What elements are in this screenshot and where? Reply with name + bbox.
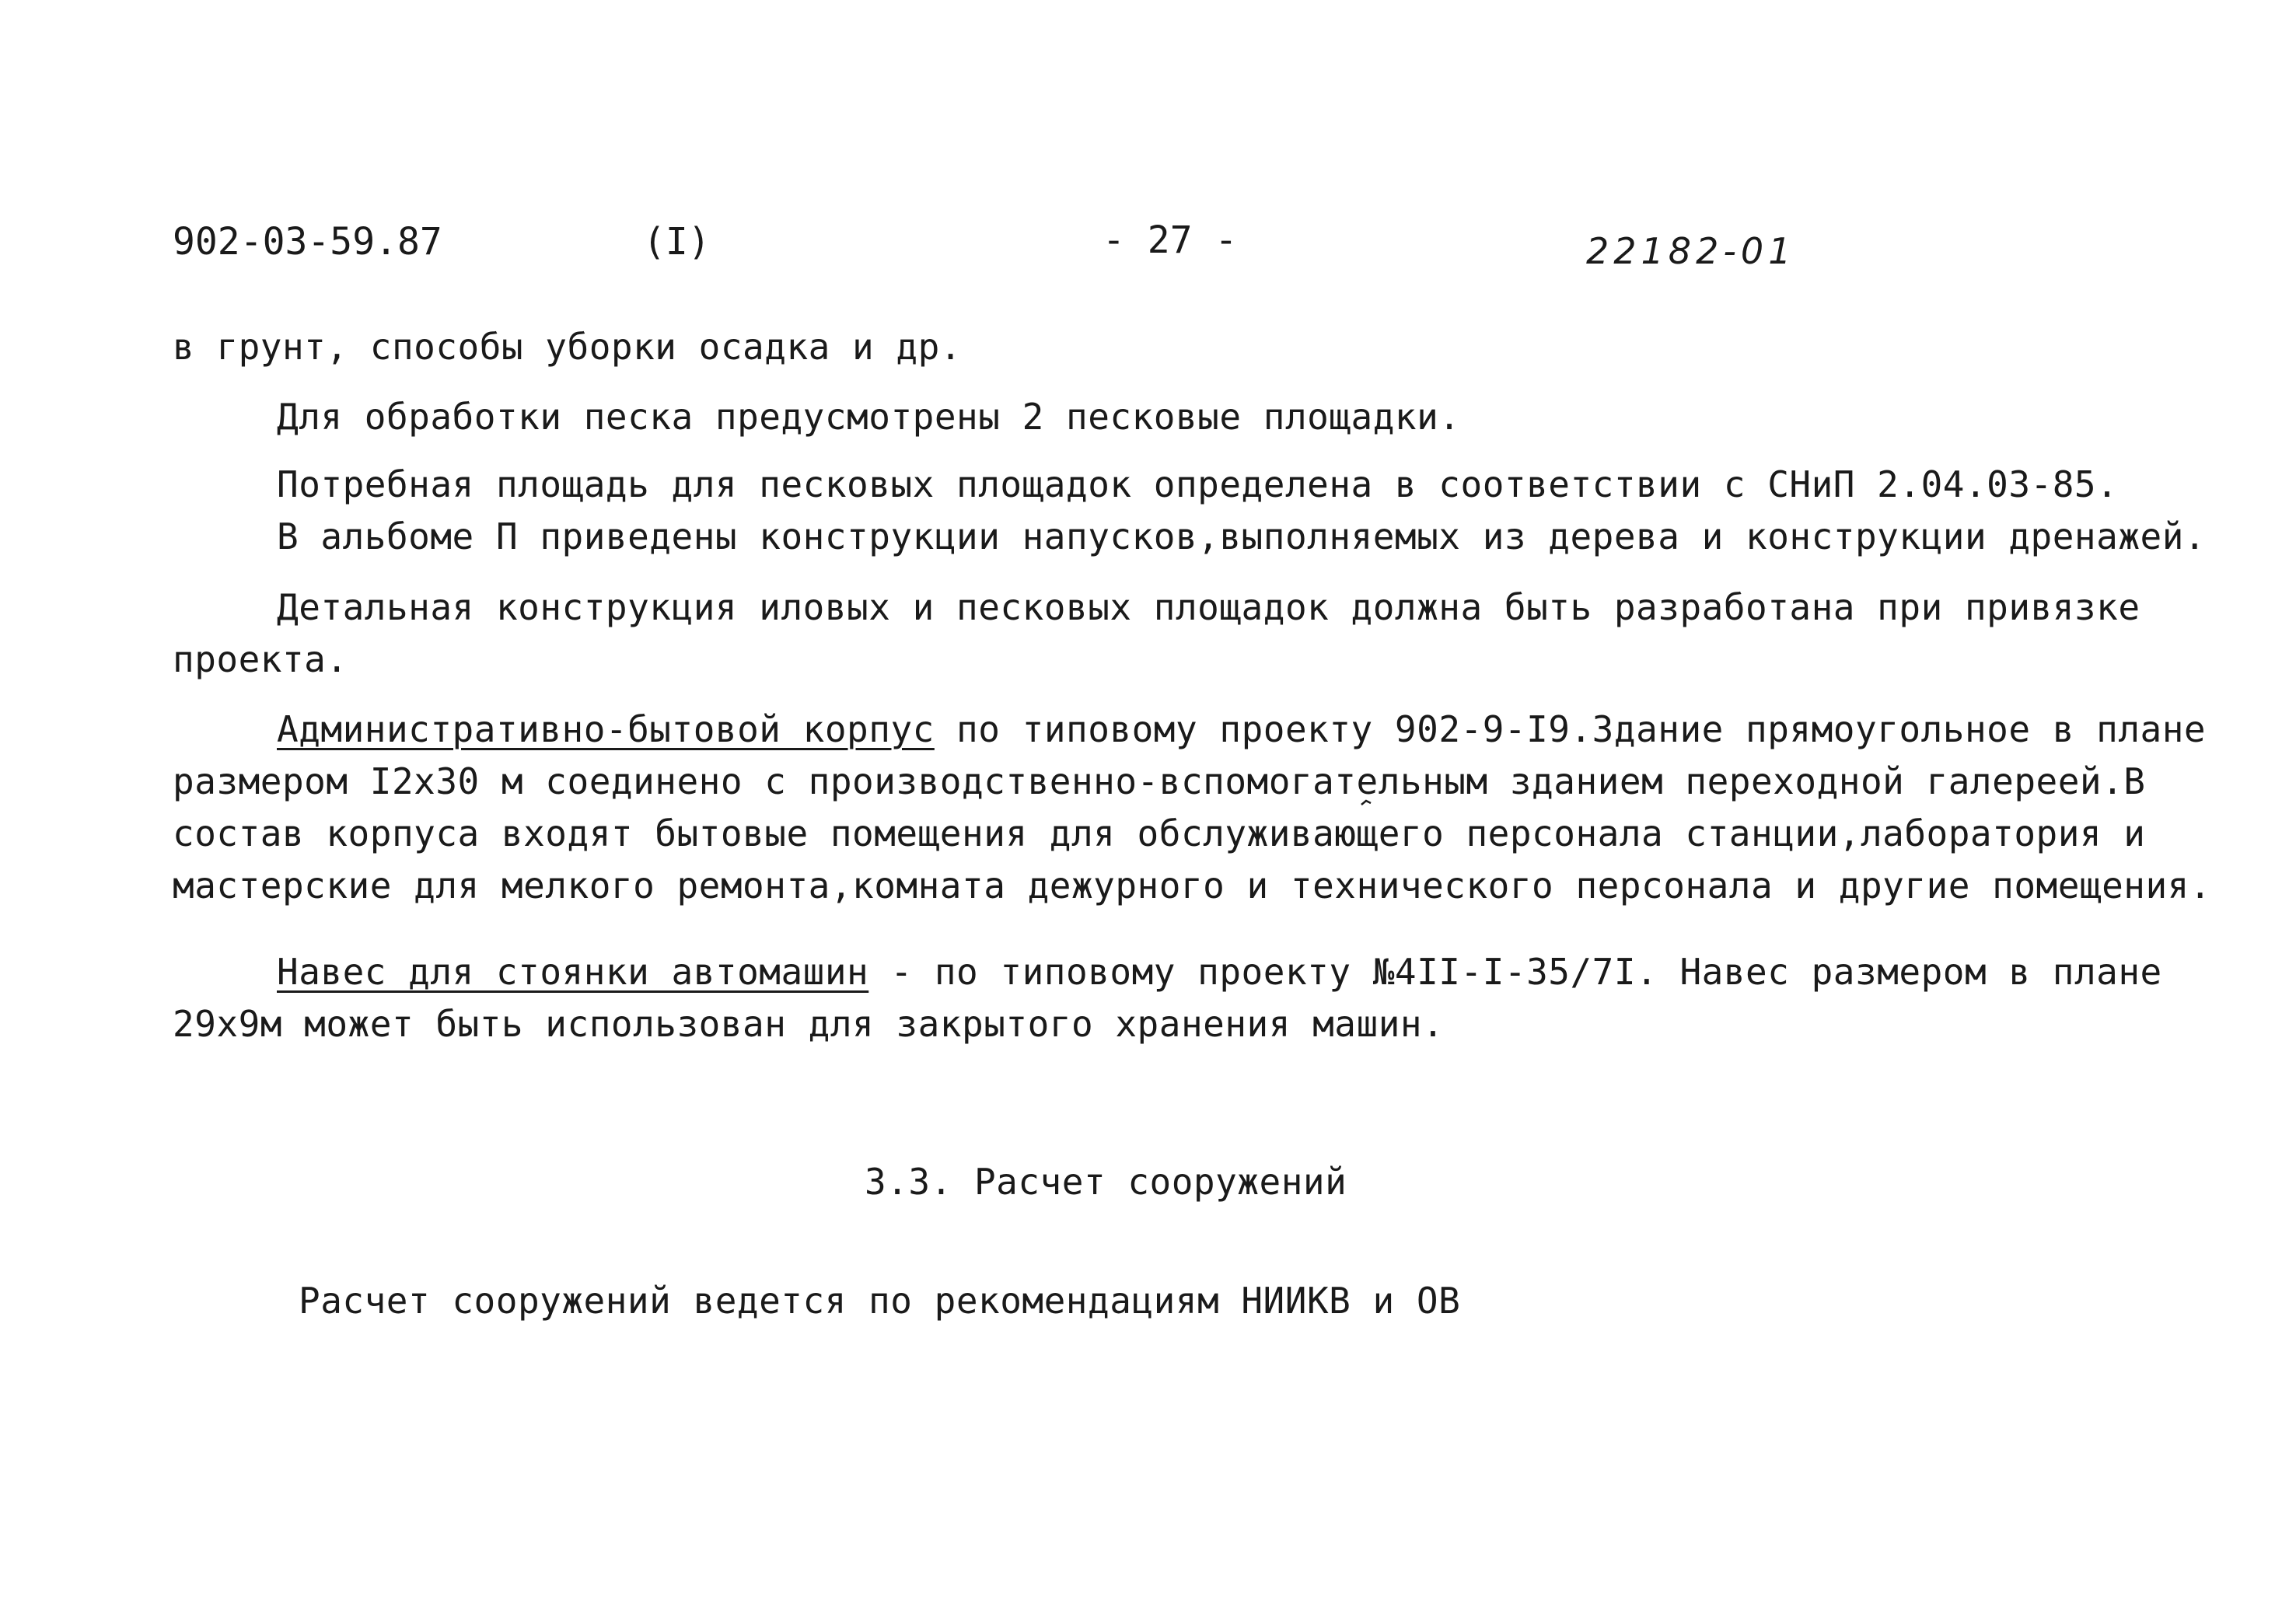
paragraph-line: в грунт, способы уборки осадка и др. xyxy=(173,326,962,368)
paragraph-line: В альбоме П приведены конструкции напусков,выполняемых из дерева и конструкции дренажей. xyxy=(277,515,2207,557)
admin-line-rest: по типовому проекту 902-9-I9.Здание прямоугольное в плане xyxy=(934,708,2207,750)
album-number: (I) xyxy=(643,220,711,264)
section-heading: 3.3. Расчет сооружений xyxy=(865,1161,1347,1203)
canopy-title: Навес для стоянки автомашин xyxy=(277,951,869,993)
admin-paragraph-first-line xyxy=(277,708,2207,750)
canopy-paragraph-first-line xyxy=(277,951,2162,993)
ink-mark xyxy=(1361,799,1372,805)
paragraph-line: размером I2х30 м соединено с производственно-вспомогательным зданием переходной галереей.В xyxy=(173,760,2146,802)
page-number: - 27 - xyxy=(1103,218,1238,262)
section-text: Расчет сооружений ведется по рекомендациям НИИКВ и ОВ xyxy=(299,1280,1461,1322)
document-code: 902-03-59.87 xyxy=(173,220,442,264)
paragraph-line: Детальная конструкция иловых и песковых площадок должна быть разработана при привязке xyxy=(277,586,2140,628)
paragraph-line: состав корпуса входят бытовые помещения для обслуживающего персонала станции,лаборатория и xyxy=(173,812,2146,854)
paragraph-line: Потребная площадь для песковых площадок определена в соответствии с СНиП 2.04.03-85. xyxy=(277,463,2119,505)
admin-building-title: Административно-бытовой корпус xyxy=(277,708,935,750)
paragraph-line: Для обработки песка предусмотрены 2 песковые площадки. xyxy=(277,396,1461,438)
inventory-number: 22182-01 xyxy=(1586,230,1796,272)
paragraph-line: 29х9м может быть использован для закрытого хранения машин. xyxy=(173,1003,1445,1045)
paragraph-line: мастерские для мелкого ремонта,комната дежурного и технического персонала и другие помещения. xyxy=(173,865,2212,907)
paragraph-line: проекта. xyxy=(173,638,348,680)
canopy-line-rest: - по типовому проекту №4II-I-35/7I. Навес размером в плане xyxy=(868,951,2162,993)
